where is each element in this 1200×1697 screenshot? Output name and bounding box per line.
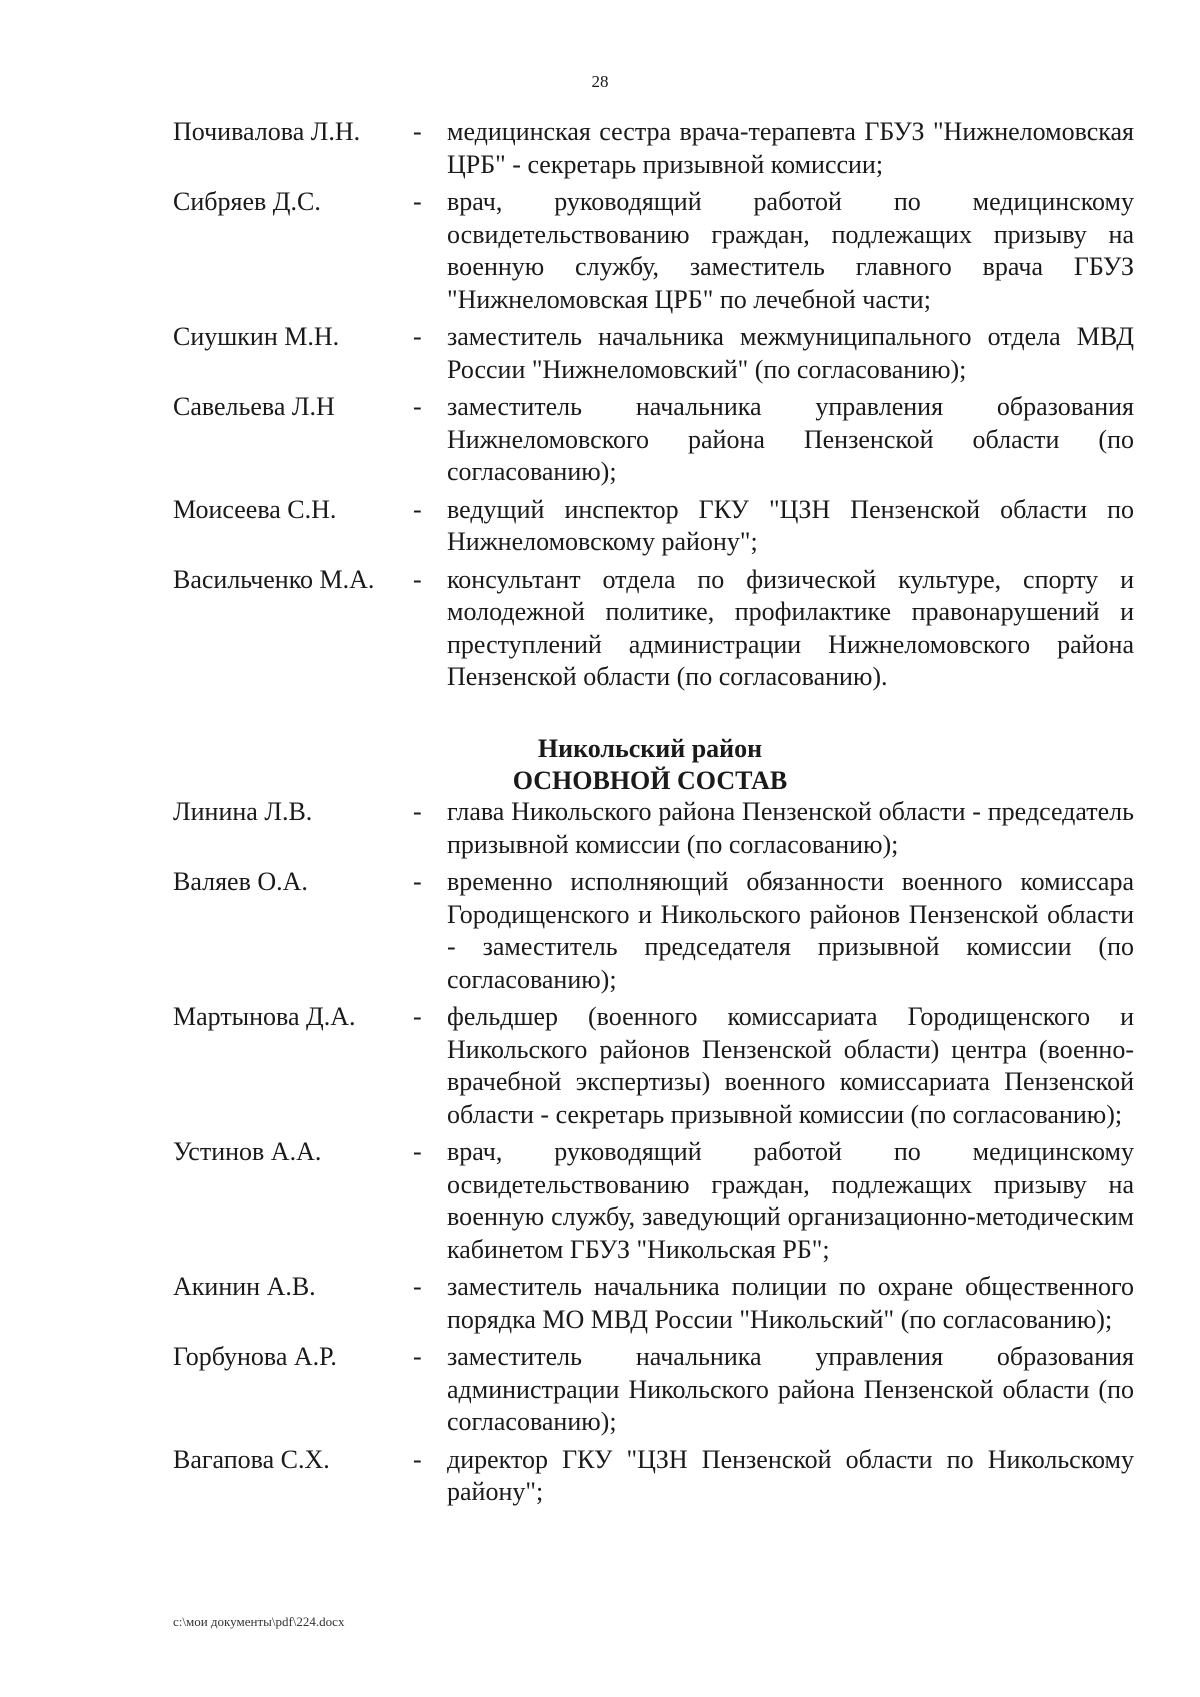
member-dash: - <box>413 797 422 826</box>
member-dash: - <box>413 867 422 896</box>
member-row <box>173 1341 1134 1439</box>
member-name: Моисеева С.Н. <box>173 494 337 524</box>
member-description: ведущий инспектор ГКУ "ЦЗН Пензенской области по Нижнеломовскому району"; <box>447 494 1134 556</box>
member-list-top <box>173 116 1134 699</box>
member-description: консультант отдела по физической культуре, спорту и молодежной политике, профилактике правонарушений и преступлений администрации Нижнеломовского района Пензенской области (по согласованию). <box>447 564 1134 691</box>
member-dash: - <box>413 392 422 421</box>
member-name: Вагапова С.Х. <box>173 1444 330 1474</box>
member-description: заместитель начальника полиции по охране общественного порядка МО МВД России "Никольский" (по согласованию); <box>447 1272 1134 1334</box>
member-description: глава Никольского района Пензенской области - председатель призывной комиссии (по согласованию); <box>447 797 1134 859</box>
member-row <box>173 116 1134 181</box>
member-list-bottom <box>173 796 1134 1514</box>
member-row <box>173 1444 1134 1509</box>
member-dash: - <box>413 1342 422 1371</box>
page-number: 28 <box>591 72 609 91</box>
member-dash: - <box>413 564 422 594</box>
member-name: Мартынова Д.А. <box>173 1002 356 1031</box>
member-row <box>173 564 1134 694</box>
member-row <box>173 866 1134 996</box>
member-name: Савельева Л.Н <box>173 392 335 421</box>
member-dash: - <box>413 1137 422 1166</box>
member-description: заместитель начальника управления образования администрации Никольского района Пензенской области (по согласованию); <box>447 1342 1134 1436</box>
member-row <box>173 796 1134 861</box>
member-row <box>173 1001 1134 1131</box>
member-row <box>173 391 1134 489</box>
member-dash: - <box>413 1002 422 1031</box>
member-description: врач, руководящий работой по медицинскому освидетельствованию граждан, подлежащих призыву на военную службу, заместитель главного врача ГБУЗ "Нижнеломовская ЦРБ" по лечебной части; <box>447 187 1134 314</box>
member-name: Почивалова Л.Н. <box>173 117 361 146</box>
member-name: Валяев О.А. <box>173 867 308 896</box>
member-dash: - <box>413 322 422 351</box>
member-name: Линина Л.В. <box>173 797 313 826</box>
member-row <box>173 1271 1134 1336</box>
member-row <box>173 494 1134 559</box>
member-row <box>173 321 1134 386</box>
member-description: фельдшер (военного комиссариата Городищенского и Никольского районов Пензенской области) центра (военно-врачебной экспертизы) военного комиссариата Пензенской области - секретарь призывной комиссии (по согласованию); <box>447 1002 1134 1129</box>
member-dash: - <box>413 1272 422 1301</box>
member-description: директор ГКУ "ЦЗН Пензенской области по Никольскому району"; <box>447 1444 1134 1506</box>
member-dash: - <box>413 187 422 216</box>
member-dash: - <box>413 1444 422 1474</box>
footer-file-path: c:\мои документы\pdf\224.docx <box>173 1614 345 1629</box>
member-description: медицинская сестра врача-терапевта ГБУЗ "Нижнеломовская ЦРБ" - секретарь призывной комиссии; <box>447 117 1134 179</box>
member-name: Сибряев Д.С. <box>173 187 321 216</box>
member-row <box>173 186 1134 316</box>
member-description: заместитель начальника межмуниципального отдела МВД России "Нижнеломовский" (по согласованию); <box>447 322 1134 384</box>
member-name: Сиушкин М.Н. <box>173 322 340 351</box>
section-title: Никольский район <box>537 734 763 763</box>
member-name: Васильченко М.А. <box>173 564 375 594</box>
member-dash: - <box>413 117 422 146</box>
member-row <box>173 1136 1134 1266</box>
member-name: Горбунова А.Р. <box>173 1342 337 1371</box>
member-description: врач, руководящий работой по медицинскому освидетельствованию граждан, подлежащих призыву на военную службу, заведующий организационно-методическим кабинетом ГБУЗ "Никольская РБ"; <box>447 1137 1134 1264</box>
section-subtitle: ОСНОВНОЙ СОСТАВ <box>512 766 788 795</box>
member-name: Устинов А.А. <box>173 1137 322 1166</box>
member-description: заместитель начальника управления образования Нижнеломовского района Пензенской области (по согласованию); <box>447 392 1134 486</box>
member-dash: - <box>413 494 422 524</box>
member-description: временно исполняющий обязанности военного комиссара Городищенского и Никольского районов Пензенской области - заместитель председателя призывной комиссии (по согласованию); <box>447 867 1134 994</box>
member-name: Акинин А.В. <box>173 1272 316 1301</box>
